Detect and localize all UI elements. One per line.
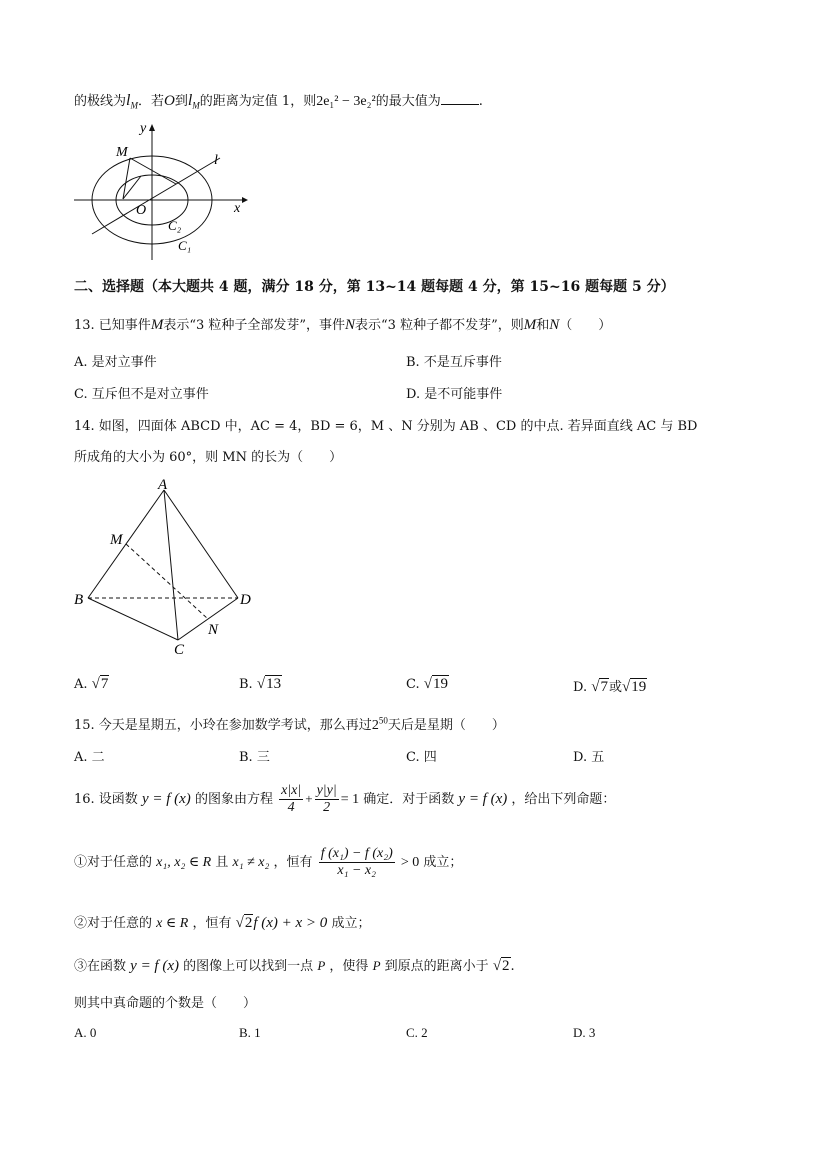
label-l: l [214,153,218,168]
statement-1 [74,846,462,879]
s1-fraction-denominator: x₁ − x₂ [337,863,377,878]
ellipse-figure [70,118,250,263]
q15-power-exponent: 50 [378,715,388,726]
q15-text-b: 天后是星期（ ） [387,718,505,733]
s1-vars: x₁, x₂ ∈ R [156,855,212,870]
s3-text-c: ，使得 [329,959,369,974]
q13-text-e: （ ） [559,318,612,333]
q14-option-a-sqrt: √7 [91,676,109,692]
s1-fraction [319,846,395,879]
vertex-a: A [158,477,168,493]
s3-point-p-2: P [372,958,381,973]
s1-fraction-numerator: f (x₁) − f (x₂) [320,846,393,861]
q14-option-c-sqrt: √19 [423,676,448,692]
edge-ad [164,490,238,598]
statement-3 [74,955,515,975]
q16-text-a: 16. 设函数 [74,792,138,807]
q14-stem-line-1: 14. 如图，四面体 ABCD 中，AC = 4，BD = 6，M 、N 分别为 AB 、CD 的中点. 若异面直线 AC 与 BD [74,419,698,434]
s1-text-a: ①对于任意的 [74,855,153,870]
q16-fraction-2-denominator: 2 [323,800,331,815]
q14-option-d-sqrt-2: √19 [621,679,647,695]
q12-text-3: 到 [174,94,188,109]
label-c2: C₂ [168,218,182,233]
label-origin: O [136,203,147,218]
q16-fraction-2 [315,783,339,816]
label-c1: C₁ [178,238,192,253]
segment-m-chord [130,158,176,184]
vertex-b: B [74,592,84,608]
q16-option-b[interactable]: B. 1 [239,1025,261,1040]
q16-plus: + [305,791,313,806]
s3-function: y = f (x) [130,958,180,974]
s1-text-c: ，恒有 [273,855,313,870]
label-x: x [234,201,241,216]
q14-option-b[interactable] [239,676,282,693]
segment-m [123,158,130,199]
q14-option-d-radicand-1: 7 [600,679,608,695]
q16-function: y = f (x) [141,791,191,807]
q13-option-d[interactable]: D. 是不可能事件 [406,387,503,402]
y-axis-arrow [149,124,155,131]
point-n: N [208,622,219,638]
q14-option-d[interactable] [573,676,647,696]
lm-subscript-2: M [192,100,200,111]
q13-event-m-2: M [523,317,537,333]
q16-text-c: 确定．对于函数 [363,792,455,807]
s3-text-d: 到原点的距离小于 [384,959,489,974]
s3-text-e: . [510,959,515,974]
q13-event-n: N [345,317,356,333]
q12-text-1: 的极线为 [74,94,127,109]
q16-text-b: 的图象由方程 [194,792,273,807]
tetrahedron-figure [68,474,268,660]
q13-option-b[interactable]: B. 不是互斥事件 [406,355,502,370]
s1-text-b: 且 [215,855,229,870]
q16-function-2: y = f (x) [458,791,508,807]
q14-option-a[interactable] [74,676,109,693]
s1-neq: x₁ ≠ x₂ [232,855,270,870]
q15-stem [74,714,505,734]
q13-option-a[interactable]: A. 是对立事件 [74,355,157,370]
s3-point-p: P [317,958,326,973]
q12-text-6: . [478,94,483,109]
s3-sqrt: √2 [492,958,510,974]
q13-option-c[interactable]: C. 互斥但不是对立事件 [74,387,209,402]
s2-xr: x ∈ R [156,916,189,931]
q14-option-d-or: 或 [608,680,622,695]
s3-text-a: ③在函数 [74,959,127,974]
segment-mn [126,544,208,619]
s2-expression: f (x) + x > 0 [253,915,328,931]
q12-tail-line [74,90,483,111]
q14-option-c-radicand: 19 [433,676,448,692]
q14-option-d-sqrt-1: √7 [591,679,608,695]
answer-blank [441,92,479,105]
q14-option-a-label: A. [74,677,88,692]
s3-radicand: 2 [502,958,510,974]
x-axis-arrow [242,197,248,203]
q14-stem-line-2: 所成角的大小为 60°，则 MN 的长为（ ） [74,450,343,465]
q16-text-d: ，给出下列命题： [511,792,616,807]
lm-subscript: M [130,100,138,111]
s2-sqrt: √2 [235,915,253,931]
q14-option-c[interactable] [406,676,449,693]
s3-text-b: 的图像上可以找到一点 [183,959,314,974]
q14-option-b-label: B. [239,677,253,692]
point-m: M [110,532,123,548]
q14-option-c-label: C. [406,677,420,692]
edge-bc [88,598,178,640]
q15-power-base: 2 [371,718,379,733]
eccentricity-expression: 2e₁² − 3e₂² [316,94,376,109]
q14-option-d-radicand-2: 19 [631,679,647,695]
q16-ask: 则其中真命题的个数是（ ） [74,996,257,1011]
q13-text-d: 和 [536,318,550,333]
q16-fraction-1 [279,783,303,816]
q13-text-a: 13. 已知事件 [74,318,151,333]
statement-2 [74,912,370,932]
section-heading: 二、选择题（本大题共 4 题，满分 18 分，第 13~14 题每题 4 分，第 15~16 题每题 5 分） [74,279,675,295]
label-y: y [140,121,147,136]
q12-text-5: 的最大值为 [375,94,441,109]
q16-fraction-2-numerator: y|y| [316,783,337,798]
q13-text-b: 表示“3 粒种子全部发芽”，事件 [163,318,346,333]
vertex-d: D [240,592,251,608]
q15-option-b[interactable]: B. 三 [239,750,270,765]
q16-option-c[interactable]: C. 2 [406,1025,428,1040]
vertex-c: C [174,642,185,658]
q16-option-d[interactable]: D. 3 [573,1025,596,1040]
lm-symbol-2: l [187,92,193,109]
edge-ac [164,490,178,640]
q16-fraction-1-denominator: 4 [287,800,295,815]
q13-stem [74,314,611,334]
q15-option-c[interactable]: C. 四 [406,750,437,765]
q14-option-b-sqrt: √13 [256,676,282,692]
s2-text-b: ，恒有 [192,916,232,931]
origin-symbol: O [163,93,175,109]
s2-text-c: 成立； [331,916,371,931]
s1-greater: > 0 [400,855,420,870]
q13-event-m: M [150,317,164,333]
q15-option-d[interactable]: D. 五 [573,750,605,765]
s2-radicand: 2 [244,915,253,931]
label-m: M [116,145,128,160]
q14-option-a-radicand: 7 [100,676,109,692]
q12-text-2: ．若 [137,94,164,109]
q13-text-c: 表示“3 粒种子都不发芽”，则 [355,318,524,333]
s1-text-d: 成立； [423,855,463,870]
q16-equals-one: = 1 [340,792,360,807]
q15-text-a: 15. 今天是星期五，小玲在参加数学考试，那么再过 [74,718,372,733]
q16-stem [74,783,615,816]
q12-text-4: 的距离为定值 1，则 [199,94,317,109]
s2-text-a: ②对于任意的 [74,916,153,931]
q13-event-n-2: N [549,317,560,333]
q15-option-a[interactable]: A. 二 [74,750,105,765]
lm-symbol: l [126,92,131,109]
q16-fraction-1-numerator: x|x| [281,783,302,798]
q16-option-a[interactable]: A. 0 [74,1025,97,1040]
q14-option-d-label: D. [573,680,588,695]
q14-option-b-radicand: 13 [266,676,282,692]
line-l [92,158,220,234]
